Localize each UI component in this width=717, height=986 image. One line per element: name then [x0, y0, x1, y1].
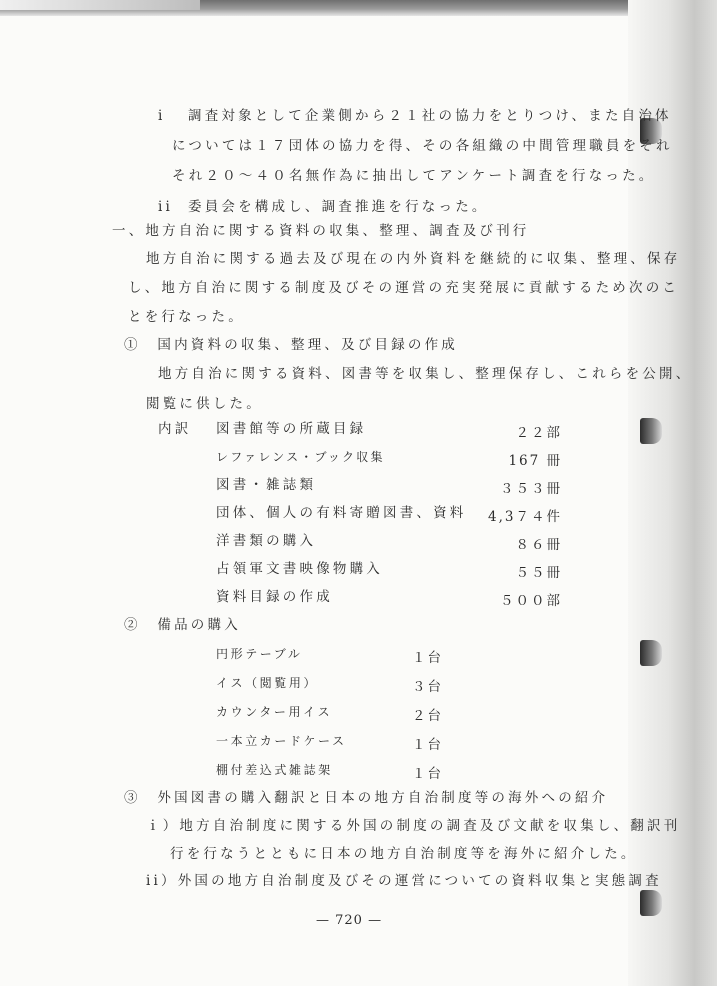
breakdown-item-qty: ２２部: [515, 425, 562, 441]
item-i-line: 調査対象として企業側から２１社の協力をとりつけ、また自治体: [188, 108, 672, 124]
equipment-item-qty: １台: [412, 766, 443, 782]
equipment-item-name: 棚付差込式雑誌架: [216, 763, 333, 777]
item-i-line: については１７団体の協力を得、その各組織の中間管理職員をそれ: [172, 138, 673, 154]
breakdown-item-name: 占領軍文書映像物購入: [216, 561, 383, 577]
breakdown-item-name: 資料目録の作成: [216, 589, 333, 605]
item-ii-marker: ii: [158, 199, 174, 215]
equipment-item-name: カウンター用イス: [216, 705, 333, 719]
breakdown-item-name: 図書・雑誌類: [216, 477, 317, 493]
item-i-line: それ２０〜４０名無作為に抽出してアンケート調査を行なった。: [172, 168, 656, 184]
breakdown-item-name: レファレンス・ブック収集: [216, 450, 385, 464]
sub3-item-i-line: ｉ）地方自治制度に関する外国の制度の調査及び文献を収集し、翻訳刊: [146, 818, 681, 834]
breakdown-item-qty: ８６冊: [515, 537, 562, 553]
breakdown-item-qty: ５００部: [500, 593, 562, 609]
equipment-item-name: イス（閲覧用）: [216, 676, 319, 690]
equipment-item-name: 一本立カードケース: [216, 734, 347, 748]
equipment-item-qty: ２台: [412, 708, 443, 724]
sub3-item-i-line: 行を行なうとともに日本の地方自治制度等を海外に紹介した。: [170, 846, 638, 862]
breakdown-item-qty: ３５３冊: [500, 481, 562, 497]
item-i-marker: i: [158, 108, 166, 124]
sub3-item-ii-text: ii）外国の地方自治制度及びその運営についての資料収集と実態調査: [146, 873, 662, 889]
section-heading: 一、地方自治に関する資料の収集、整理、調査及び刊行: [112, 223, 530, 239]
scan-top-shadow: [0, 0, 717, 16]
sub2-heading: ② 備品の購入: [124, 617, 241, 633]
breakdown-item-qty: ５５冊: [515, 565, 562, 581]
section-body-line: し、地方自治に関する制度及びその運営の充実発展に貢献するため次のこ: [128, 280, 680, 296]
breakdown-item-name: 団体、個人の有料寄贈図書、資料: [216, 505, 467, 521]
equipment-item-qty: ３台: [412, 679, 443, 695]
page-number: — 720 —: [316, 913, 383, 928]
sub1-body-line: 閲覧に供した。: [146, 396, 263, 412]
equipment-item-name: 円形テーブル: [216, 647, 303, 661]
item-ii-text: 委員会を構成し、調査推進を行なった。: [188, 199, 489, 215]
equipment-item-qty: １台: [412, 650, 443, 666]
binding-ring: [640, 418, 662, 444]
breakdown-item-qty: 4,3７４件: [488, 509, 562, 525]
breakdown-item-qty: 167 冊: [508, 453, 562, 469]
binding-ring: [640, 640, 662, 666]
breakdown-item-name: 洋書類の購入: [216, 533, 317, 549]
section-body-line: とを行なった。: [128, 309, 245, 325]
binding-ring: [640, 890, 662, 916]
breakdown-label: 内訳: [158, 421, 192, 437]
sub1-body-line: 地方自治に関する資料、図書等を収集し、整理保存し、これらを公開、: [158, 366, 693, 382]
sub1-heading: ① 国内資料の収集、整理、及び目録の作成: [124, 337, 458, 353]
section-body-line: 地方自治に関する過去及び現在の内外資料を継続的に収集、整理、保存: [146, 251, 681, 267]
sub3-heading: ③ 外国図書の購入翻訳と日本の地方自治制度等の海外への紹介: [124, 790, 609, 806]
equipment-item-qty: １台: [412, 737, 443, 753]
breakdown-item-name: 図書館等の所蔵目録: [216, 421, 367, 437]
